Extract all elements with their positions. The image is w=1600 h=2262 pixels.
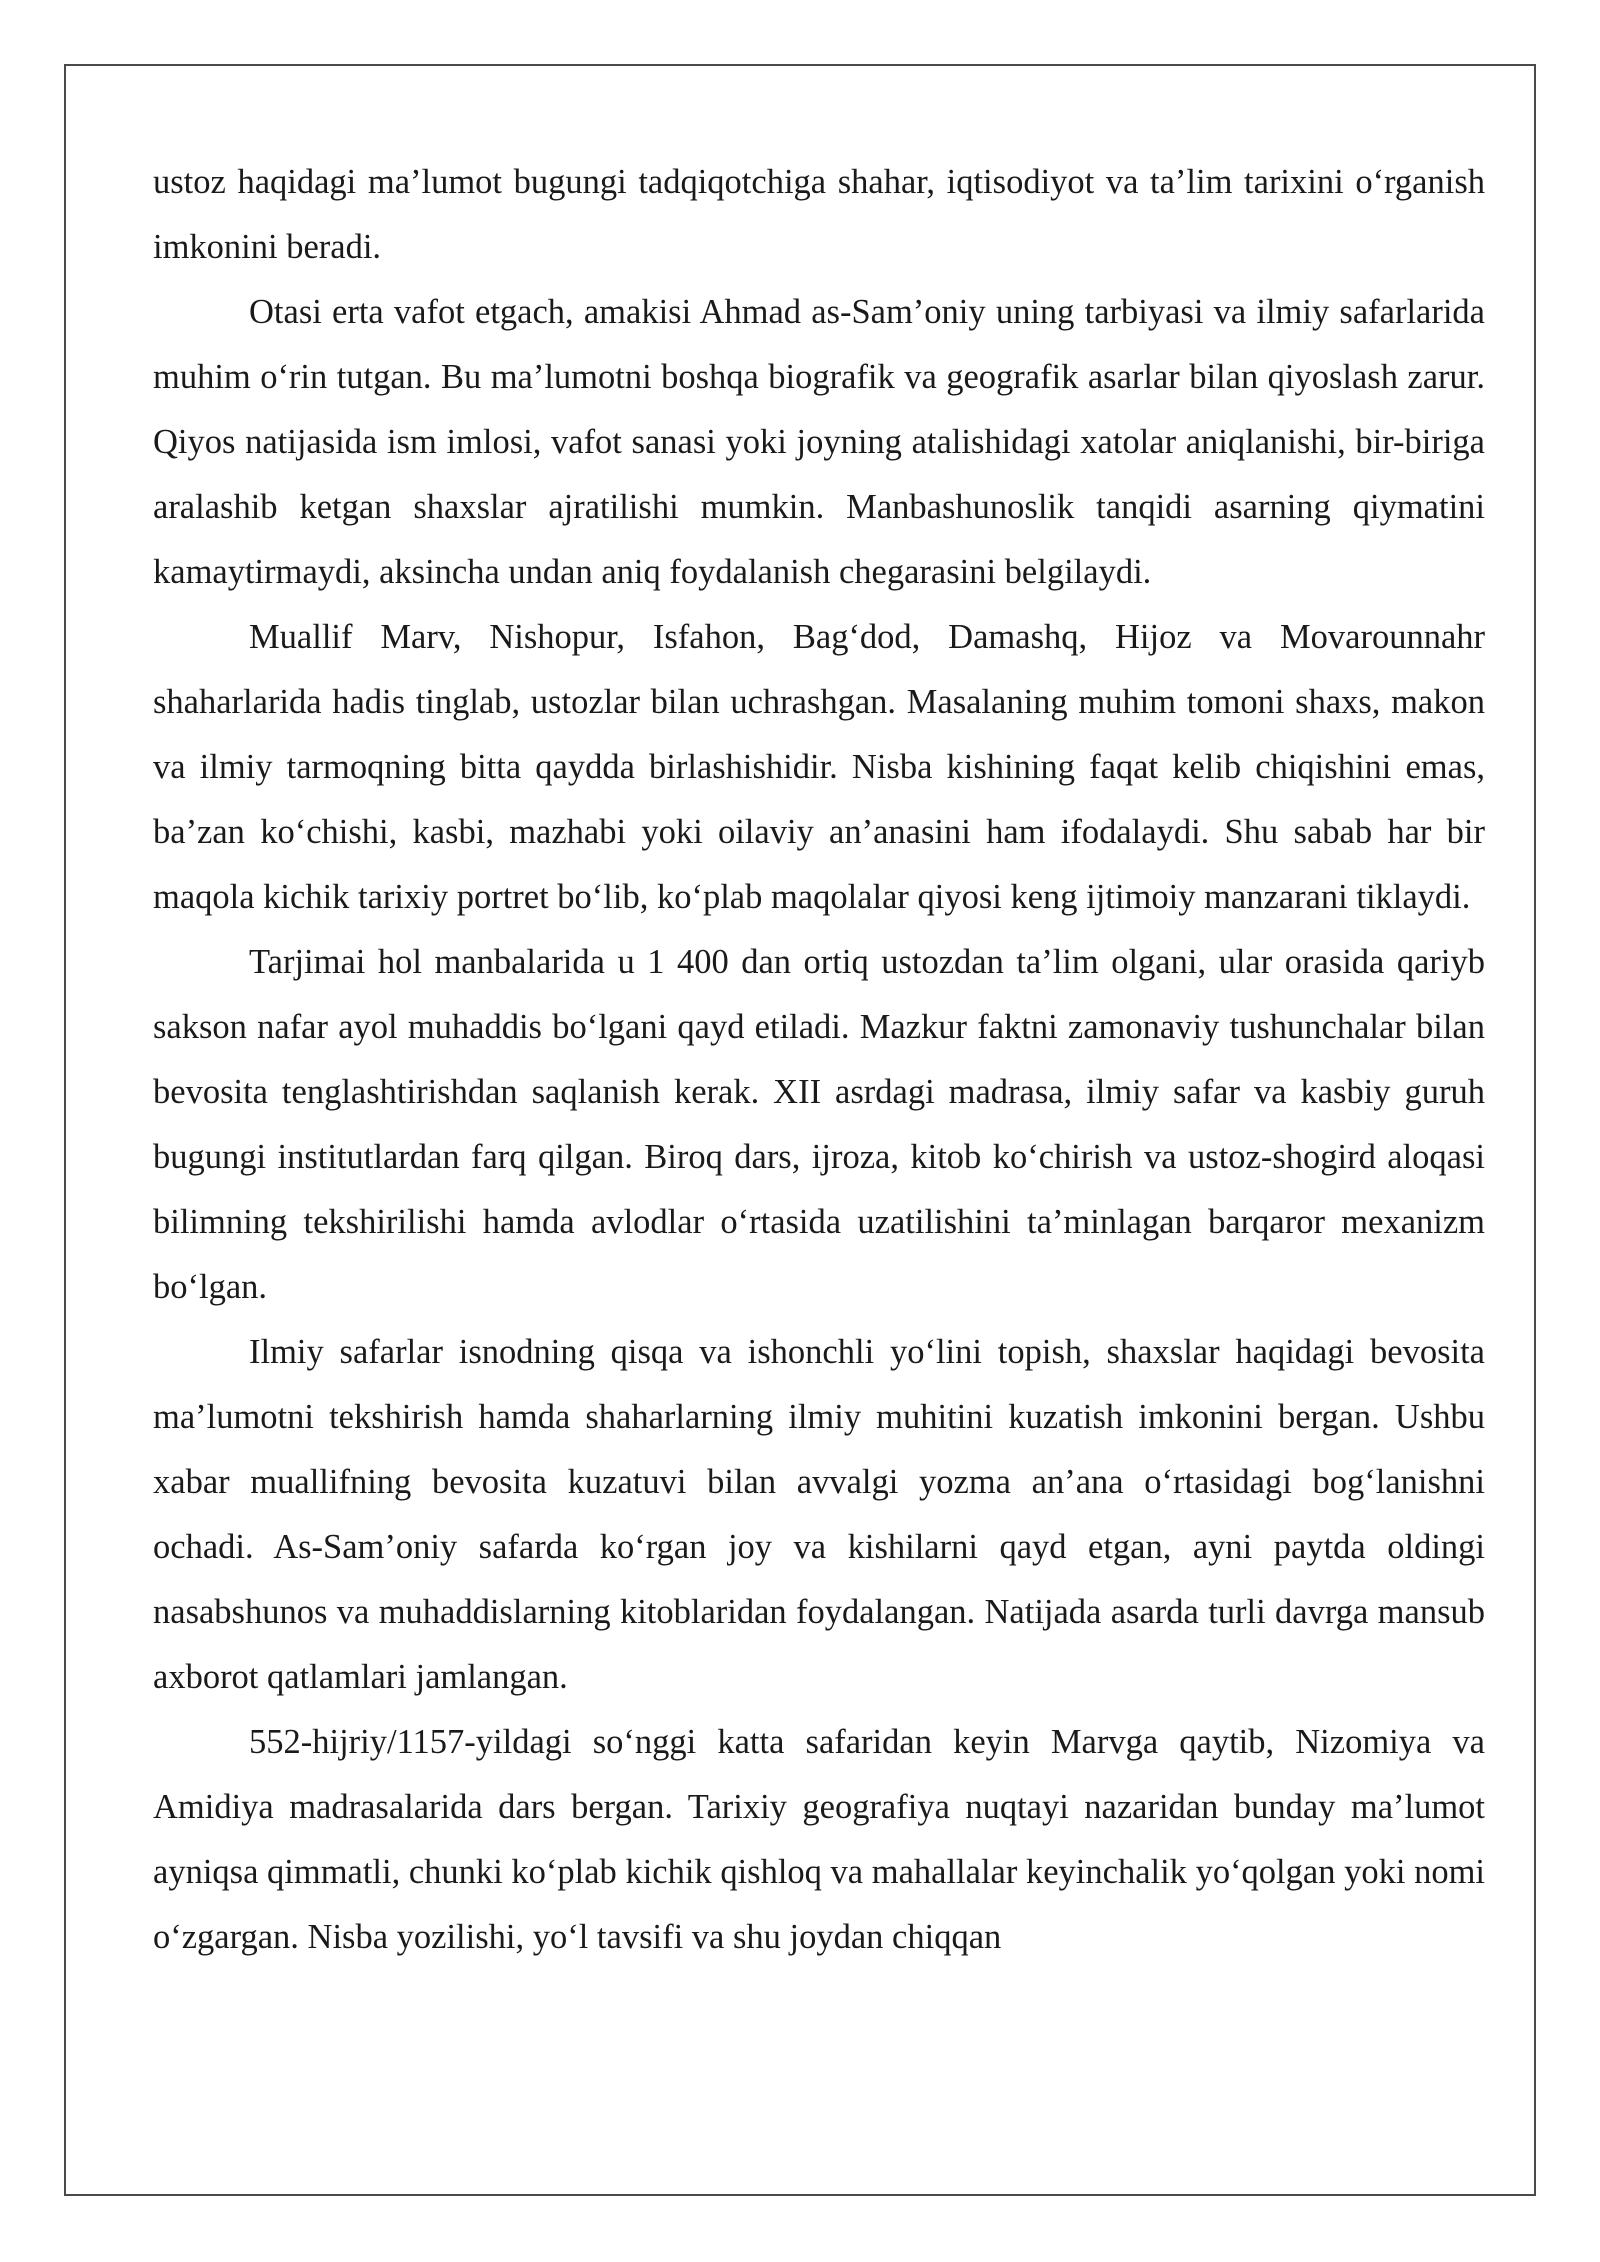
paragraph-1: ustoz haqidagi ma’lumot bugungi tadqiqotchiga shahar, iqtisodiyot va ta’lim tarixini o‘rganish imkonini beradi. (153, 163, 1485, 266)
paragraph-2: Otasi erta vafot etgach, amakisi Ahmad as-Sam’oniy uning tarbiyasi va ilmiy safarlarida muhim o‘rin tutgan. Bu ma’lumotni boshqa biografik va geografik asarlar bilan qiyoslash zarur. Qiyos natijasida ism imlosi, vafot sanasi yoki joyning atalishidagi xatolar aniqlanishi, bir-biriga aralashib ketgan shaxslar ajratilishi mumkin. Manbashunoslik tanqidi asarning qiymatini kamaytirmaydi, aksincha undan aniq foydalanish chegarasini belgilaydi. (153, 293, 1485, 591)
paragraph-3: Muallif Marv, Nishopur, Isfahon, Bag‘dod, Damashq, Hijoz va Movarounnahr shaharlarida hadis tinglab, ustozlar bilan uchrashgan. Masalaning muhim tomoni shaxs, makon va ilmiy tarmoqning bitta qaydda birlashishidir. Nisba kishining faqat kelib chiqishini emas, ba’zan ko‘chishi, kasbi, mazhabi yoki oilaviy an’anasini ham ifodalaydi. Shu sabab har bir maqola kichik tarixiy portret bo‘lib, ko‘plab maqolalar qiyosi keng ijtimoiy manzarani tiklaydi. (153, 618, 1485, 916)
paragraph-4: Tarjimai hol manbalarida u 1 400 dan ortiq ustozdan ta’lim olgani, ular orasida qariyb sakson nafar ayol muhaddis bo‘lgani qayd etiladi. Mazkur faktni zamonaviy tushunchalar bilan bevosita tenglashtirishdan saqlanish kerak. XII asrdagi madrasa, ilmiy safar va kasbiy guruh bugungi institutlardan farq qilgan. Biroq dars, ijroza, kitob ko‘chirish va ustoz-shogird aloqasi bilimning tekshirilishi hamda avlodlar o‘rtasida uzatilishini ta’minlagan barqaror mexanizm bo‘lgan. (153, 943, 1485, 1306)
paragraph-6: 552-hijriy/1157-yildagi so‘nggi katta safaridan keyin Marvga qaytib, Nizomiya va Amidiya madrasalarida dars bergan. Tarixiy geografiya nuqtayi nazaridan bunday ma’lumot ayniqsa qimmatli, chunki ko‘plab kichik qishloq va mahallalar keyinchalik yo‘qolgan yoki nomi o‘zgargan. Nisba yozilishi, yo‘l tavsifi va shu joydan chiqqan (153, 1723, 1485, 1956)
document-body (153, 150, 1485, 1970)
paragraph-5: Ilmiy safarlar isnodning qisqa va ishonchli yo‘lini topish, shaxslar haqidagi bevosita ma’lumotni tekshirish hamda shaharlarning ilmiy muhitini kuzatish imkonini bergan. Ushbu xabar muallifning bevosita kuzatuvi bilan avvalgi yozma an’ana o‘rtasidagi bog‘lanishni ochadi. As-Sam’oniy safarda ko‘rgan joy va kishilarni qayd etgan, ayni paytda oldingi nasabshunos va muhaddislarning kitoblaridan foydalangan. Natijada asarda turli davrga mansub axborot qatlamlari jamlangan. (153, 1333, 1485, 1696)
